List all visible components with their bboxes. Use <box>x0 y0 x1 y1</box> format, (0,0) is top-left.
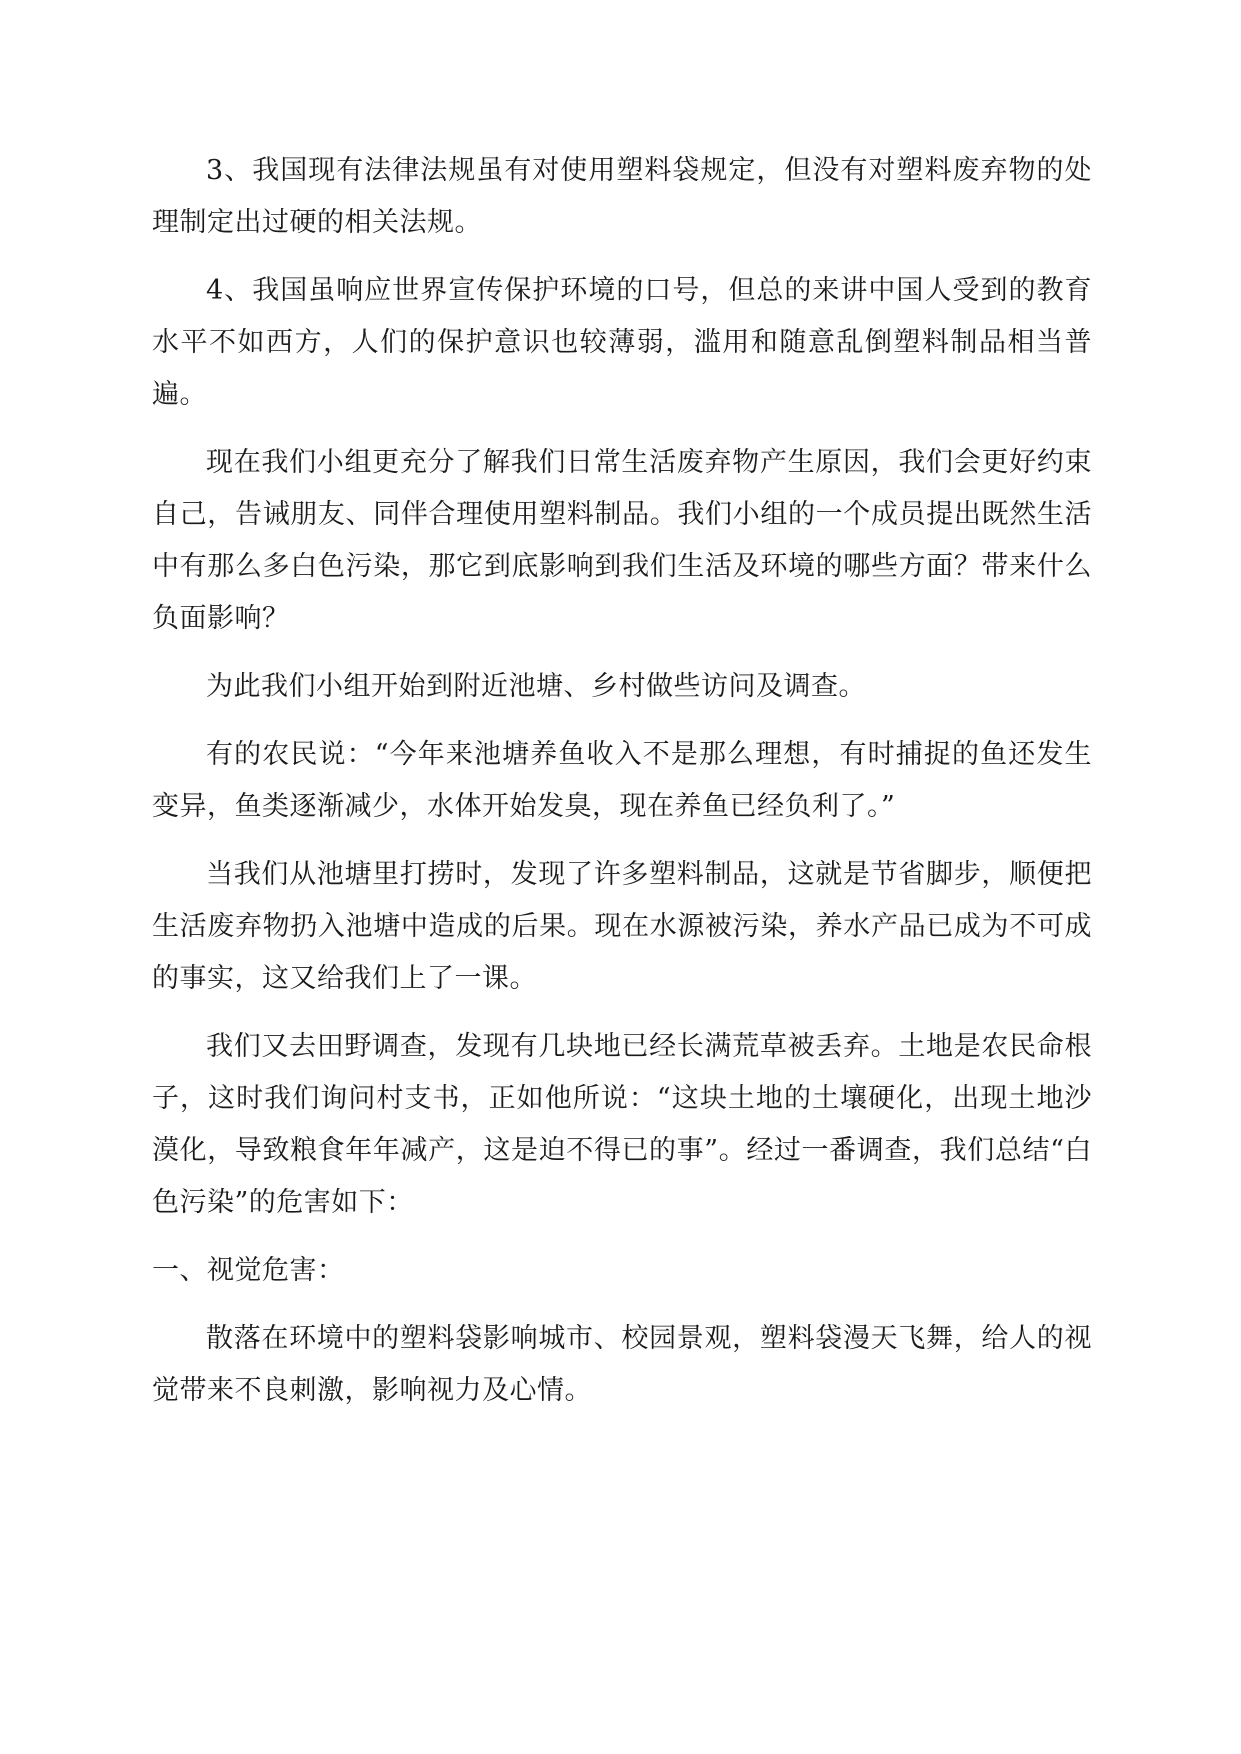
paragraph-point-3: 3、我国现有法律法规虽有对使用塑料袋规定，但没有对塑料废弃物的处理制定出过硬的相关法规。 <box>152 155 1092 238</box>
document-body <box>152 145 1092 1417</box>
paragraph-gap <box>152 249 1092 265</box>
paragraph-gap <box>152 1229 1092 1245</box>
paragraph-gap <box>152 645 1092 661</box>
paragraph-point-4: 4、我国虽响应世界宣传保护环境的口号，但总的来讲中国人受到的教育水平不如西方，人们的保护意识也较薄弱，滥用和随意乱倒塑料制品相当普遍。 <box>152 275 1092 410</box>
paragraph-gap <box>152 421 1092 437</box>
paragraph-gap <box>152 1297 1092 1313</box>
paragraph-field-survey: 我们又去田野调查，发现有几块地已经长满荒草被丢弃。土地是农民命根子，这时我们询问村支书，正如他所说：“这块土地的土壤硬化，出现土地沙漠化，导致粮食年年减产，这是迫不得已的事”。经过一番调查，我们总结“白色污染”的危害如下： <box>152 1031 1092 1218</box>
paragraph-gap <box>152 833 1092 849</box>
paragraph-farmer-quote: 有的农民说：“今年来池塘养鱼收入不是那么理想，有时捕捉的鱼还发生变异，鱼类逐渐减少，水体开始发臭，现在养鱼已经负利了。” <box>152 739 1092 822</box>
paragraph-gap <box>152 713 1092 729</box>
paragraph-pond-findings: 当我们从池塘里打捞时，发现了许多塑料制品，这就是节省脚步，顺便把生活废弃物扔入池塘中造成的后果。现在水源被污染，养水产品已成为不可成的事实，这又给我们上了一课。 <box>152 859 1092 994</box>
paragraph-survey-start: 为此我们小组开始到附近池塘、乡村做些访问及调查。 <box>206 671 866 702</box>
section-heading-visual-harm: 一、视觉危害： <box>152 1255 345 1286</box>
paragraph-gap <box>152 1005 1092 1021</box>
paragraph-group-reflection: 现在我们小组更充分了解我们日常生活废弃物产生原因，我们会更好约束自己，告诫朋友、同伴合理使用塑料制品。我们小组的一个成员提出既然生活中有那么多白色污染，那它到底影响到我们生活及环境的哪些方面？带来什么负面影响？ <box>152 447 1092 634</box>
paragraph-visual-harm: 散落在环境中的塑料袋影响城市、校园景观，塑料袋漫天飞舞，给人的视觉带来不良刺激，影响视力及心情。 <box>152 1323 1092 1406</box>
